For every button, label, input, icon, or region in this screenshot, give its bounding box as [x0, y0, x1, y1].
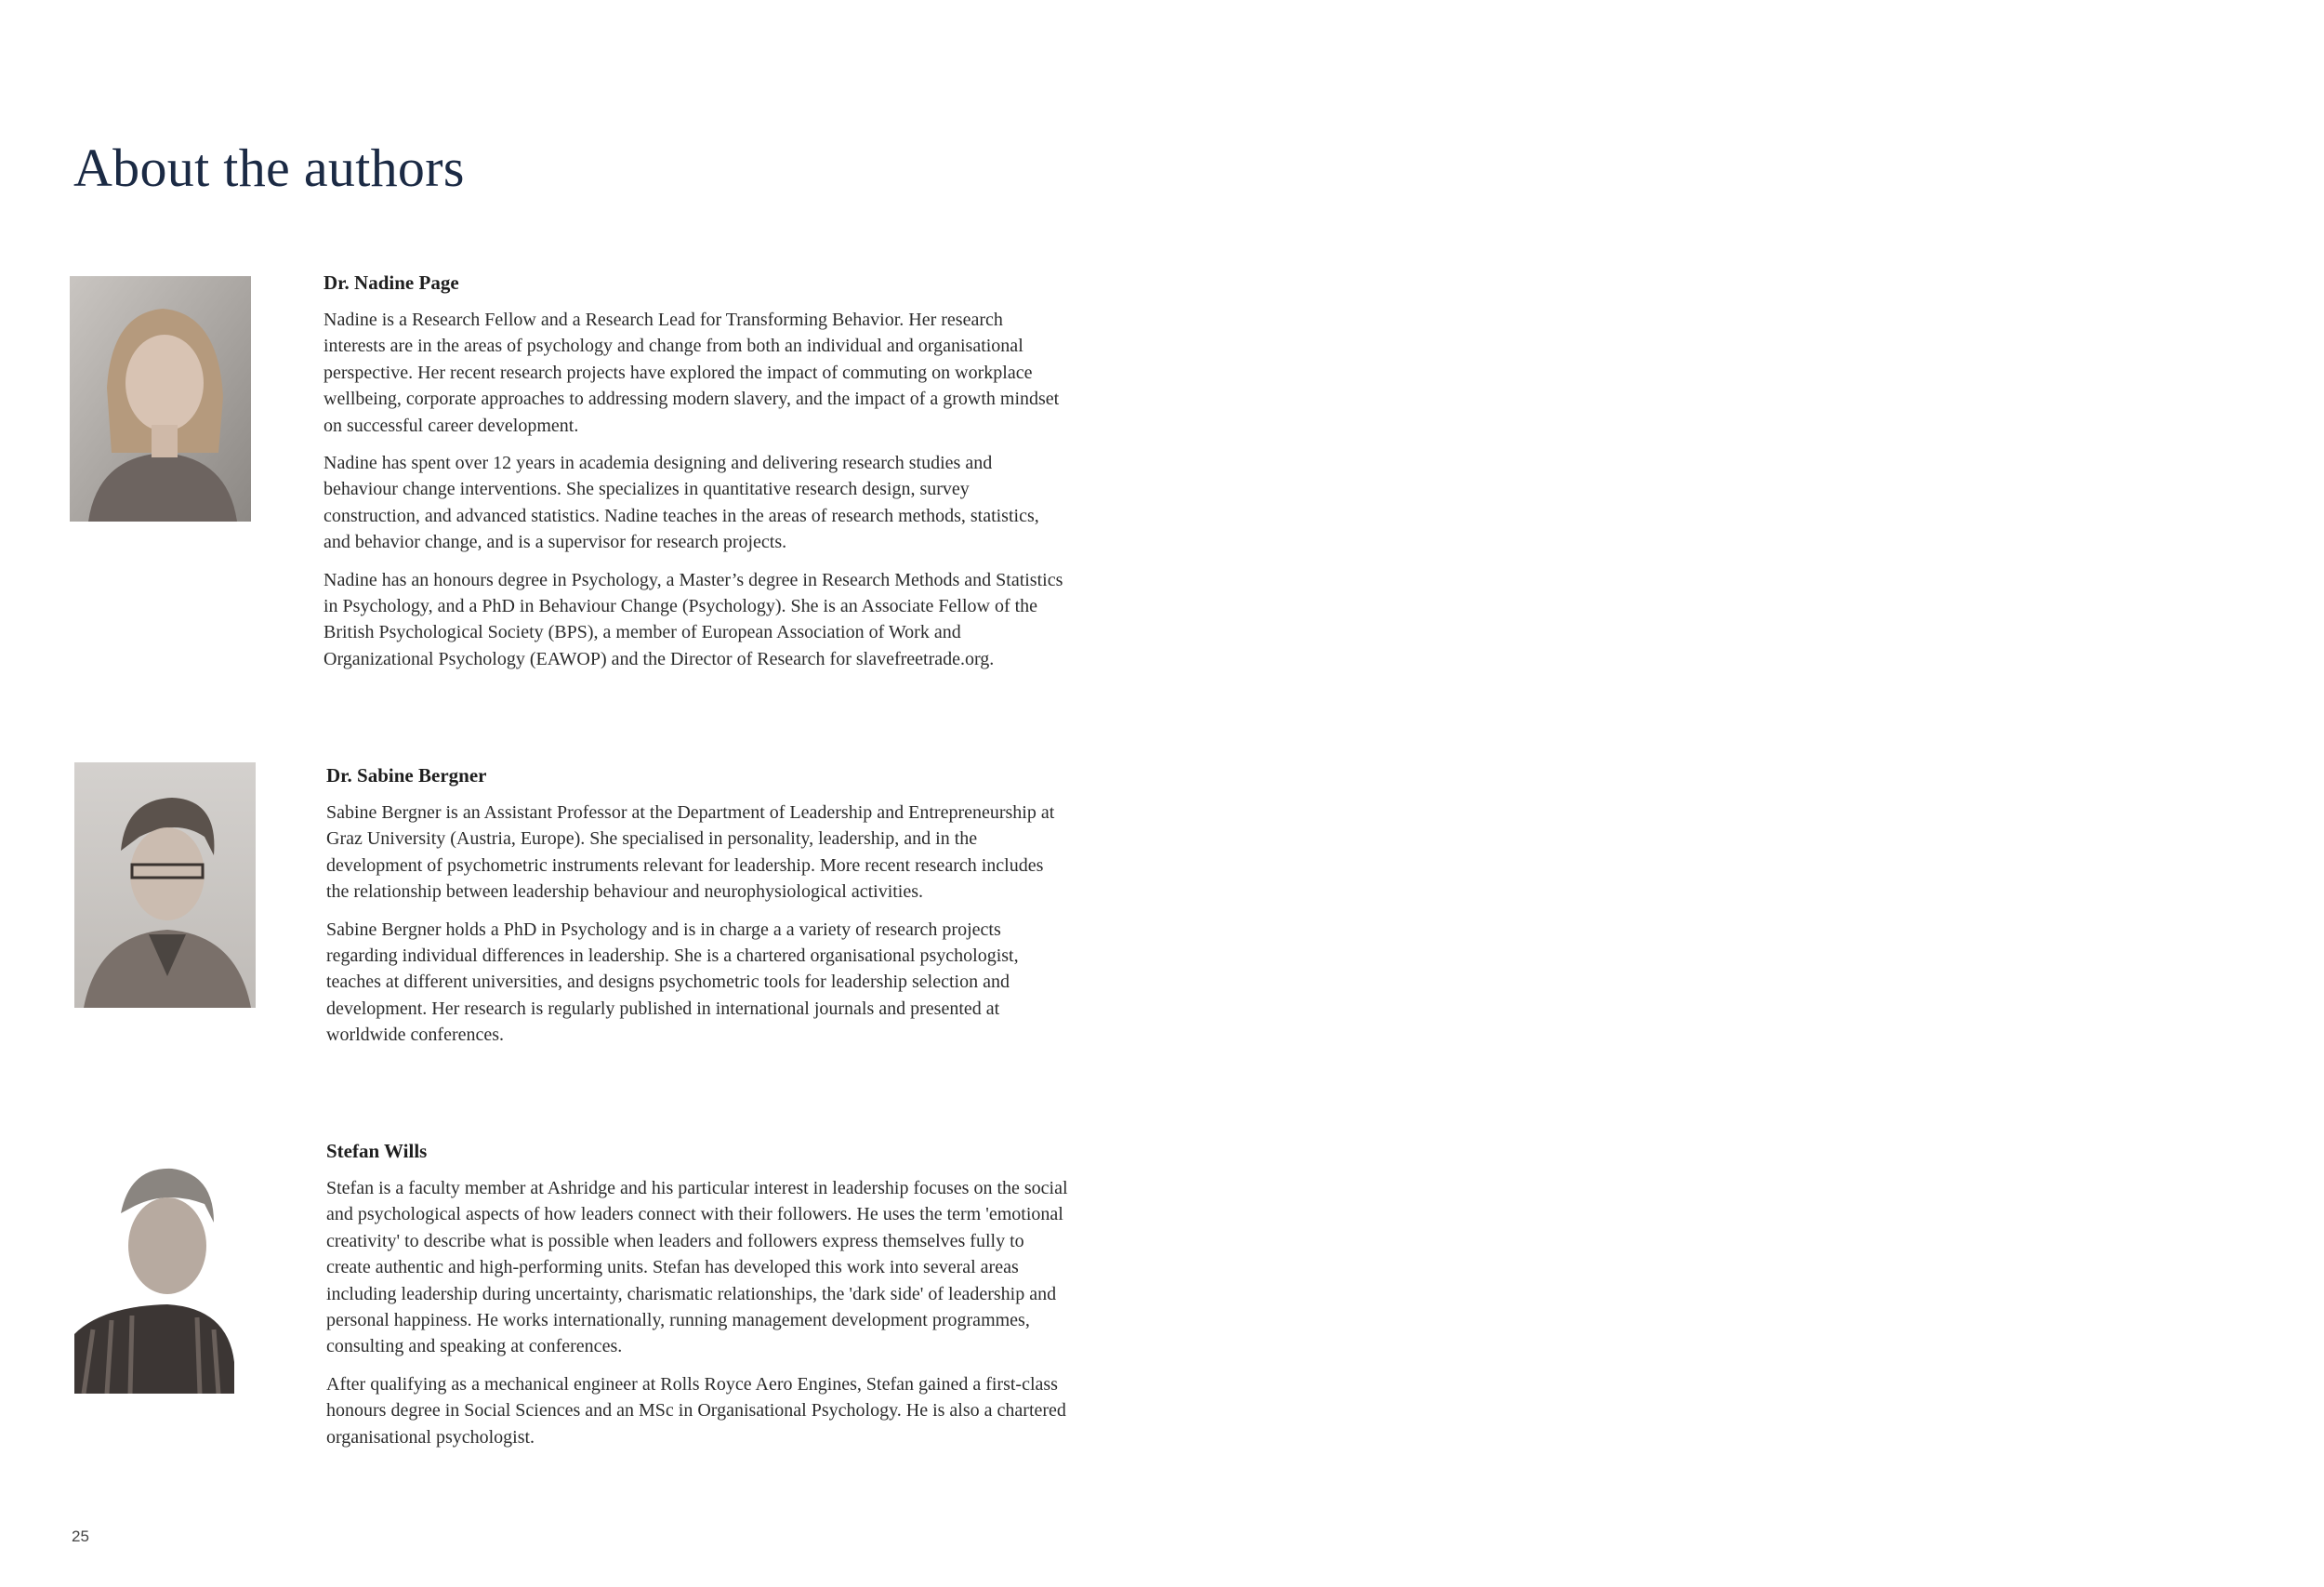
portrait-photo-nadine-page — [70, 276, 251, 522]
author-paragraph: After qualifying as a mechanical engineer at Rolls Royce Aero Engines, Stefan gained a first-class honours degree in Social Sciences and an MSc in Organisational Psychology. He is also a chartered organisational psychologist. — [326, 1373, 1066, 1448]
author-bio-sabine-bergner — [326, 762, 1070, 1060]
author-paragraph: Sabine Bergner holds a PhD in Psychology and is in charge a a variety of research projects regarding individual differences in leadership. She is a chartered organisational psychologist, teaches at different universities, and designs psychometric tools for leadership selection and development. Her research is regularly published in international journals and presented at worldwide conferences. — [326, 919, 1019, 1046]
author-paragraph: Nadine has an honours degree in Psychology, a Master’s degree in Research Methods and Statistics in Psychology, and a PhD in Behaviour Change (Psychology). She is an Associate Fellow of the British Psychological Society (BPS), a member of European Association of Work and Organizational Psychology (EAWOP) and the Director of Research for slavefreetrade.org. — [324, 569, 1063, 669]
portrait-photo-stefan-wills — [74, 1148, 234, 1394]
page-number: 25 — [72, 1527, 89, 1545]
author-paragraph: Nadine has spent over 12 years in academia designing and delivering research studies and behaviour change interventions. She specializes in quantitative research design, survey construction, and advanced statistics. Nadine teaches in the areas of research methods, statistics, and behavior change, and is a supervisor for research projects. — [324, 453, 1039, 553]
author-name: Dr. Sabine Bergner — [326, 764, 487, 787]
author-bio-stefan-wills — [326, 1138, 1070, 1461]
page-title: About the authors — [73, 138, 465, 198]
author-paragraph: Stefan is a faculty member at Ashridge and his particular interest in leadership focuses on the social and psychological aspects of how leaders connect with their followers. He uses the term 'emotional creativity' to describe what is possible when leaders and followers express themselves fully to create authentic and high-performing units. Stefan has developed this work into several areas including leadership during uncertainty, charismatic relationships, the 'dark side' of leadership and personal happiness. He works internationally, running management development programmes, consulting and speaking at conferences. — [326, 1178, 1068, 1357]
author-paragraph: Nadine is a Research Fellow and a Research Lead for Transforming Behavior. Her research interests are in the areas of psychology and change from both an individual and organisational perspective. Her recent research projects have explored the impact of commuting on workplace wellbeing, corporate approaches to addressing modern slavery, and the impact of a growth mindset on successful career development. — [324, 310, 1060, 436]
author-paragraph: Sabine Bergner is an Assistant Professor at the Department of Leadership and Entrepreneurship at Graz University (Austria, Europe). She specialised in personality, leadership, and in the development of psychometric instruments relevant for leadership. More recent research includes the relationship between leadership behaviour and neurophysiological activities. — [326, 802, 1055, 903]
author-name: Dr. Nadine Page — [324, 271, 459, 294]
portrait-photo-sabine-bergner — [74, 762, 256, 1008]
author-bio-nadine-page — [324, 270, 1067, 683]
author-name: Stefan Wills — [326, 1140, 428, 1162]
